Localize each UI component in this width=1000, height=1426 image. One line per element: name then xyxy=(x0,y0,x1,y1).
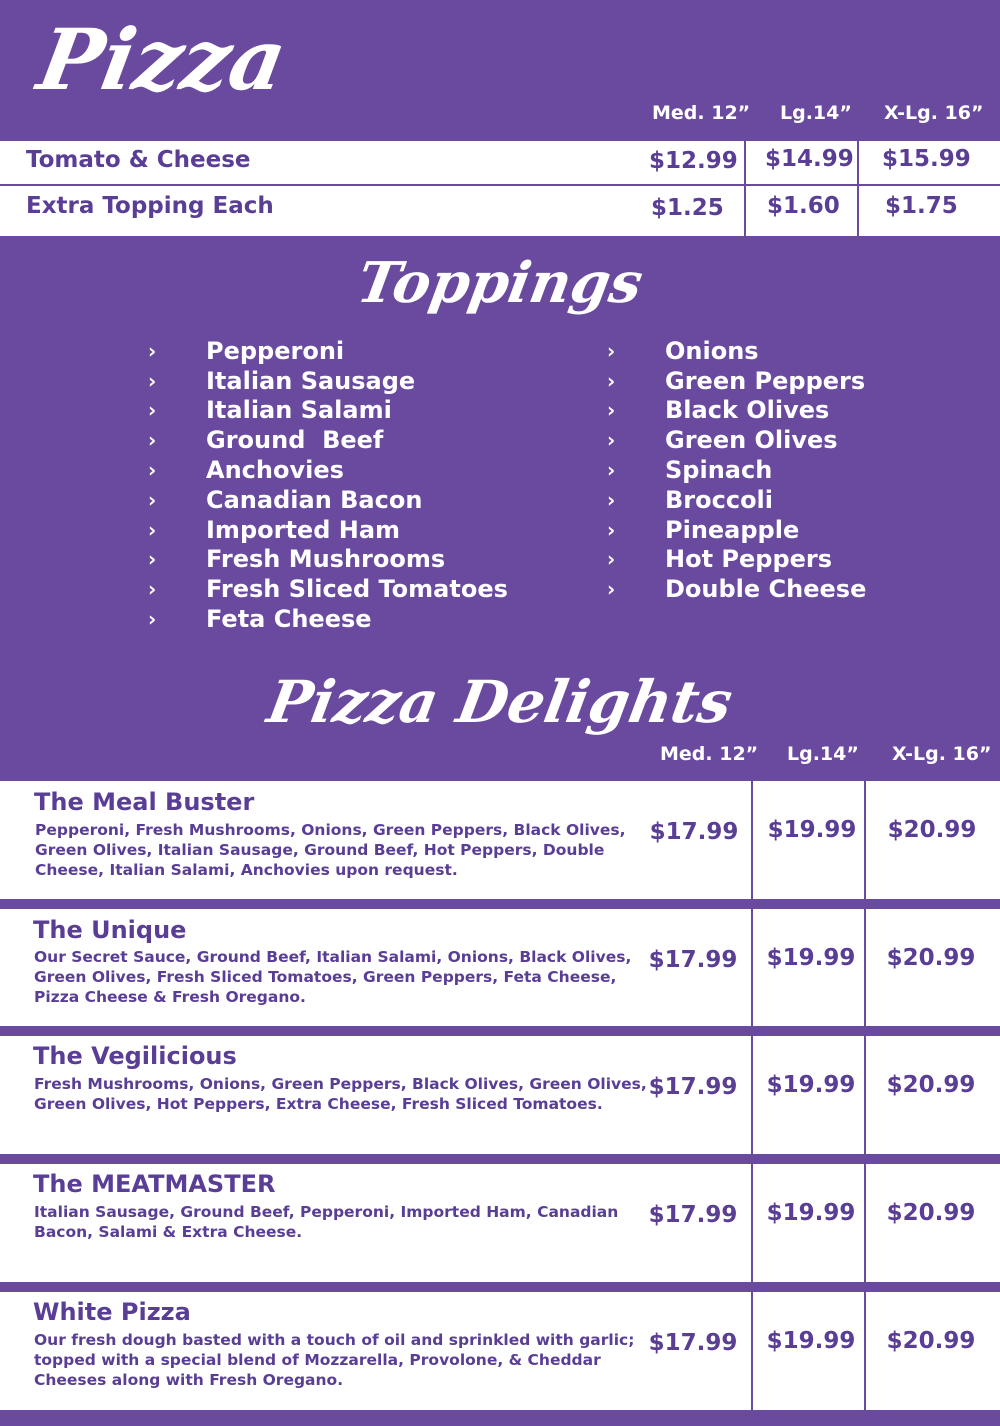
topping-label: Black Olives xyxy=(665,396,830,425)
delight-price-lg: $19.99 xyxy=(766,1200,856,1226)
delights-title: Pizza Delights xyxy=(262,668,738,736)
chevron-right-icon: › xyxy=(607,368,616,393)
topping-item xyxy=(607,545,866,575)
delight-row xyxy=(0,909,1000,1026)
delight-desc-line: Green Olives, Italian Sausage, Ground Beef, Hot Peppers, Double xyxy=(35,841,605,859)
delight-price-med: $17.99 xyxy=(648,1074,738,1100)
chevron-right-icon: › xyxy=(607,458,616,483)
topping-label: Feta Cheese xyxy=(206,605,372,634)
topping-label: Hot Peppers xyxy=(665,545,833,574)
topping-item xyxy=(607,485,866,515)
topping-item xyxy=(148,604,508,634)
topping-label: Pineapple xyxy=(665,515,800,544)
delight-desc xyxy=(34,1074,647,1114)
delight-price-med: $17.99 xyxy=(648,1202,738,1228)
chevron-right-icon: › xyxy=(607,517,616,542)
topping-item xyxy=(148,366,508,396)
topping-item xyxy=(607,574,866,604)
topping-label: Italian Salami xyxy=(206,396,392,425)
pizza-table xyxy=(0,141,1000,236)
pizza-col-divider xyxy=(857,141,859,236)
pizza-row-price: $1.25 xyxy=(651,195,724,221)
pizza-row-name: Tomato & Cheese xyxy=(26,147,251,173)
chevron-right-icon: › xyxy=(148,458,157,483)
delight-desc-line: Green Olives, Fresh Sliced Tomatoes, Green Peppers, Feta Cheese, xyxy=(34,968,617,986)
delight-desc-line: Green Olives, Hot Peppers, Extra Cheese, Fresh Sliced Tomatoes. xyxy=(34,1095,603,1113)
delight-price-lg: $19.99 xyxy=(766,945,856,971)
delight-desc-line: topped with a special blend of Mozzarella, Provolone, & Cheddar xyxy=(34,1351,601,1369)
chevron-right-icon: › xyxy=(148,547,157,572)
topping-label: Green Olives xyxy=(665,426,838,455)
chevron-right-icon: › xyxy=(607,338,616,363)
topping-item xyxy=(607,336,866,366)
chevron-right-icon: › xyxy=(148,577,157,602)
delight-row xyxy=(0,1164,1000,1282)
delight-desc xyxy=(34,947,631,1007)
pizza-row-price: $15.99 xyxy=(882,146,971,172)
pizza-row-price: $1.60 xyxy=(767,193,840,219)
topping-item xyxy=(148,396,508,426)
topping-label: Ground Beef xyxy=(206,426,384,455)
delight-row xyxy=(0,1036,1000,1154)
chevron-right-icon: › xyxy=(148,338,157,363)
chevron-right-icon: › xyxy=(148,517,157,542)
delight-price-xlg: $20.99 xyxy=(886,1072,976,1098)
topping-item xyxy=(607,425,866,455)
topping-label: Spinach xyxy=(665,456,773,485)
chevron-right-icon: › xyxy=(148,428,157,453)
delight-price-xlg: $20.99 xyxy=(886,945,976,971)
delight-row xyxy=(0,1292,1000,1410)
topping-label: Broccoli xyxy=(665,485,774,514)
delight-desc-line: Cheese, Italian Salami, Anchovies upon request. xyxy=(35,861,458,879)
topping-item xyxy=(148,574,508,604)
delights-size-header-xlg: X-Lg. 16” xyxy=(892,743,992,765)
delight-price-lg: $19.99 xyxy=(767,817,857,843)
delight-desc-line: Pepperoni, Fresh Mushrooms, Onions, Green Peppers, Black Olives, xyxy=(35,821,626,839)
topping-label: Onions xyxy=(665,336,759,365)
topping-label: Italian Sausage xyxy=(206,366,416,395)
toppings-list-right xyxy=(607,336,866,604)
delights-size-header-lg: Lg.14” xyxy=(787,743,859,765)
pizza-col-divider xyxy=(744,141,746,236)
pizza-title: Pizza xyxy=(31,10,294,109)
delight-price-med: $17.99 xyxy=(648,1330,738,1356)
delight-desc xyxy=(34,1330,634,1390)
delight-desc-line: Cheeses along with Fresh Oregano. xyxy=(34,1371,344,1389)
delight-name: The MEATMASTER xyxy=(33,1170,276,1198)
delight-price-med: $17.99 xyxy=(648,947,738,973)
topping-item xyxy=(148,515,508,545)
delight-name: The Unique xyxy=(33,916,187,944)
pizza-row-price: $12.99 xyxy=(649,148,738,174)
delight-price-xlg: $20.99 xyxy=(886,1200,976,1226)
pizza-row-divider xyxy=(0,184,1000,186)
topping-item xyxy=(148,485,508,515)
pizza-size-header-lg: Lg.14” xyxy=(780,102,852,124)
delight-desc xyxy=(34,1202,618,1242)
chevron-right-icon: › xyxy=(607,487,616,512)
topping-item xyxy=(607,396,866,426)
delight-name: White Pizza xyxy=(33,1298,191,1326)
topping-label: Green Peppers xyxy=(665,366,866,395)
topping-item xyxy=(607,366,866,396)
topping-label: Imported Ham xyxy=(206,515,401,544)
delight-desc xyxy=(35,820,626,880)
delight-desc-line: Our fresh dough basted with a touch of oil and sprinkled with garlic; xyxy=(34,1331,635,1349)
delight-row xyxy=(0,781,1000,899)
chevron-right-icon: › xyxy=(148,368,157,393)
chevron-right-icon: › xyxy=(148,398,157,423)
pizza-row-price: $1.75 xyxy=(885,193,958,219)
topping-item xyxy=(607,515,866,545)
topping-item xyxy=(148,545,508,575)
chevron-right-icon: › xyxy=(148,607,157,632)
chevron-right-icon: › xyxy=(607,398,616,423)
topping-label: Anchovies xyxy=(206,456,344,485)
delight-price-lg: $19.99 xyxy=(766,1072,856,1098)
topping-item xyxy=(148,455,508,485)
delight-desc-line: Our Secret Sauce, Ground Beef, Italian Salami, Onions, Black Olives, xyxy=(34,948,632,966)
topping-item xyxy=(148,336,508,366)
pizza-size-header-xlg: X-Lg. 16” xyxy=(884,102,984,124)
topping-item xyxy=(148,425,508,455)
topping-label: Canadian Bacon xyxy=(206,485,423,514)
chevron-right-icon: › xyxy=(148,487,157,512)
delight-desc-line: Fresh Mushrooms, Onions, Green Peppers, Black Olives, Green Olives, xyxy=(34,1075,647,1093)
pizza-row-name: Extra Topping Each xyxy=(26,193,274,219)
toppings-list-left xyxy=(148,336,508,634)
delight-price-lg: $19.99 xyxy=(766,1328,856,1354)
topping-label: Fresh Sliced Tomatoes xyxy=(206,575,508,604)
delight-price-xlg: $20.99 xyxy=(886,1328,976,1354)
topping-label: Pepperoni xyxy=(206,336,345,365)
pizza-row-price: $14.99 xyxy=(765,146,854,172)
delight-desc-line: Italian Sausage, Ground Beef, Pepperoni, Imported Ham, Canadian xyxy=(34,1203,619,1221)
delight-desc-line: Pizza Cheese & Fresh Oregano. xyxy=(34,988,306,1006)
delight-desc-line: Bacon, Salami & Extra Cheese. xyxy=(34,1223,303,1241)
pizza-size-header-med: Med. 12” xyxy=(652,102,751,124)
topping-item xyxy=(607,455,866,485)
delight-price-xlg: $20.99 xyxy=(887,817,977,843)
delights-size-header-med: Med. 12” xyxy=(660,743,759,765)
delight-name: The Vegilicious xyxy=(33,1042,237,1070)
chevron-right-icon: › xyxy=(607,577,616,602)
topping-label: Fresh Mushrooms xyxy=(206,545,446,574)
delight-name: The Meal Buster xyxy=(34,788,255,816)
chevron-right-icon: › xyxy=(607,547,616,572)
toppings-title: Toppings xyxy=(352,250,648,316)
delight-price-med: $17.99 xyxy=(649,819,739,845)
topping-label: Double Cheese xyxy=(665,575,867,604)
chevron-right-icon: › xyxy=(607,428,616,453)
